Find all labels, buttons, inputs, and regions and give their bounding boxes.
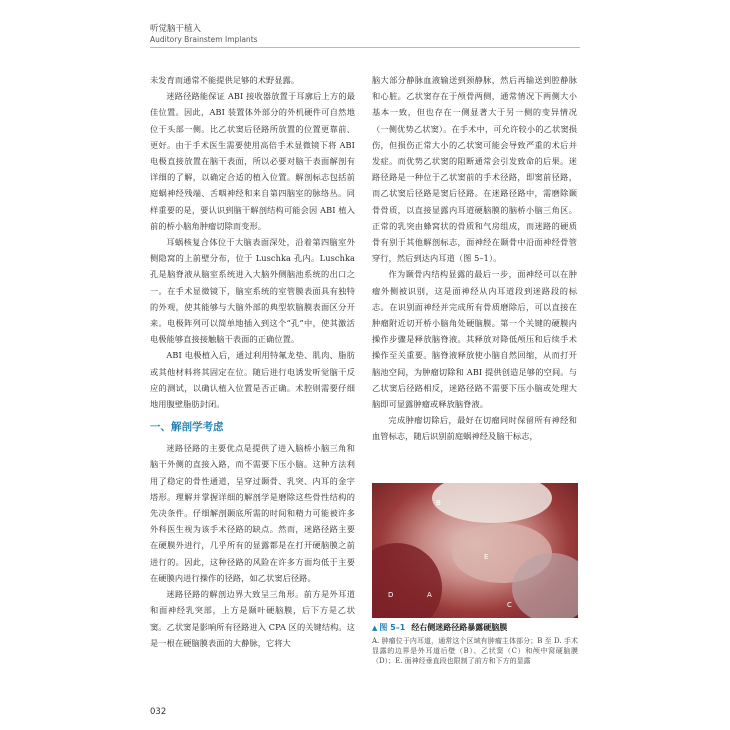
caption-title-line	[372, 622, 578, 634]
figure-label-b: B	[436, 499, 441, 507]
figure-label-a: A	[427, 591, 432, 599]
right-column	[372, 72, 577, 445]
paragraph: 迷路径路的主要优点是提供了进入脑桥小脑三角和脑干外侧的直接入路，而不需要下压小脑。这种方法利用了稳定的骨性通道，呈穿过颞骨、乳突、内耳的金字塔形。理解并掌握详细的解剖学是磨除这些骨性结构的先决条件。仔细解剖颞底所需的时间和精力可能被许多外科医生视为该手术径路的缺点。然而，迷路径路主要在硬膜外进行，几乎所有的显露都是在打开硬脑膜之前进行的。因此，这种径路的风险在许多方面均低于主要在硬膜内进行操作的径路，如乙状窦后径路。	[150, 443, 355, 583]
left-column	[150, 72, 355, 651]
figure-label-c: C	[507, 601, 512, 609]
triangle-icon: ▲	[372, 624, 378, 632]
photo-bone-region	[432, 483, 552, 523]
paragraph: ABI 电极植入后，通过利用特氟龙垫、肌肉、脂肪或其他材料将其固定在位。随后进行电诱发听觉脑干反应的测试，以确认植入位置是否正确。术腔则需要仔细地用腹壁脂肪封闭。	[150, 350, 355, 410]
paragraph: 未发育而通常不能提供足够的术野显露。	[150, 75, 300, 85]
paragraph: 迷路径路的解剖边界大致呈三角形。前方是外耳道和面神经乳突部，上方是颞叶硬脑膜，后下方是乙状窦。乙状窦是影响所有径路进入 CPA 区的关键结构。这是一根在硬脑膜表面的大静脉，它将大	[150, 589, 355, 648]
figure-label-d: D	[388, 591, 394, 599]
header-rule	[150, 47, 580, 48]
page-number: 032	[150, 707, 167, 717]
paragraph: 迷路径路能保证 ABI 接收器放置于耳廓后上方的最佳位置。因此，ABI 装置体外部分的外机硬件可自然地位于头部一侧。比乙状窦后径路所放置的位置更靠前、更好。由于手术医生需要使用高倍手术显微镜下将 ABI 电极直接放置在脑干表面，所以必要对脑干表面解剖有详细的了解，以确定合适的植入位置。解剖标志包括前庭蜗神经残端、舌咽神经和来自第四脑室的脉络丛。同样重要的是，要认识到脑干解剖结构可能会因 ABI 植入前的桥小脑角肿瘤切除而变形。	[150, 91, 355, 231]
caption-text: A. 肿瘤位于内耳道，通常这个区域有肿瘤主体部分；B 至 D. 手术显露的边界是外耳道后壁（B）、乙状窦（C）和颅中窝硬脑膜（D）；E. 面神经垂直段也限制了前方和下方的显露	[372, 637, 578, 665]
figure-label-e: E	[484, 553, 489, 561]
figure-caption	[372, 622, 578, 666]
surgical-photo	[372, 483, 578, 618]
header-title-zh: 听觉脑干植入	[150, 24, 202, 34]
paragraph: 作为颞骨内结构显露的最后一步，面神经可以在肿瘤外侧被识别，这是面神经从内耳道段到迷路段的标志。在识别面神经并完成所有骨质磨除后，可以直接在肿瘤附近切开桥小脑角处硬脑膜。第一个关键的硬膜内操作步骤是释放脑脊液。其释放对降低颅压和后续手术操作至关重要。脑脊液释放使小脑自然回缩，从而打开脑池空间，为肿瘤切除和 ABI 提供创造足够的空间。与乙状窦后径路相反，迷路径路不需要下压小脑或处理大脑即可显露肿瘤或释放脑脊液。	[372, 269, 577, 410]
caption-title: 经右侧迷路径路暴露硬脑膜	[411, 623, 508, 632]
photo-blood-region	[372, 543, 442, 618]
paragraph: 脑大部分静脉血液输送到颈静脉，然后再输送到腔静脉和心脏。乙状窦存在于颅骨两侧，通常情况下两侧大小基本一致，但也存在一侧显著大于另一侧的变异情况（一侧优势乙状窦）。在手术中，可允许较小的乙状窦损伤，但损伤正常大小的乙状窦可能会导致严重的术后并发症。而优势乙状窦的阻断通常会引发致命的后果。迷路径路是一种位于乙状窦前的手术径路，即窦前径路，而乙状窦后径路是窦后径路。在迷路径路中，需磨除颞骨骨质，以直接显露内耳道硬脑膜的脑桥小脑三角区。正常的乳突由蜂窝状的骨质和气房组成，而迷路的硬质骨有别于其他解剖标志，面神经在颞骨中沿面神经骨管穿行，然后到达内耳道（图 5–1）。	[372, 75, 577, 264]
paragraph: 耳蜗核复合体位于大脑表面深处，沿着第四脑室外侧隐窝的上前壁分布，位于 Luschka 孔内。Luschka 孔是脑脊液从脑室系统进入大脑外侧脑池系统的出口之一。在手术显微镜下，脑室系统的室管膜表面具有独特的外观，使其能够与大脑外部的典型软脑膜表面区分开来。电极阵列可以简单地插入到这个“孔”中，使其激活电极能够直接接触脑干表面的正确位置。	[150, 237, 355, 345]
running-header	[150, 24, 258, 45]
section-title: 一、解剖学考虑	[150, 421, 224, 434]
paragraph: 完成肿瘤切除后，最好在切瘤同时保留所有神经和血管标志，随后识别前庭蜗神经及脑干标志，	[372, 415, 577, 442]
header-title-en: Auditory Brainstem Implants	[150, 35, 258, 44]
caption-number: 图 5–1	[379, 623, 406, 632]
